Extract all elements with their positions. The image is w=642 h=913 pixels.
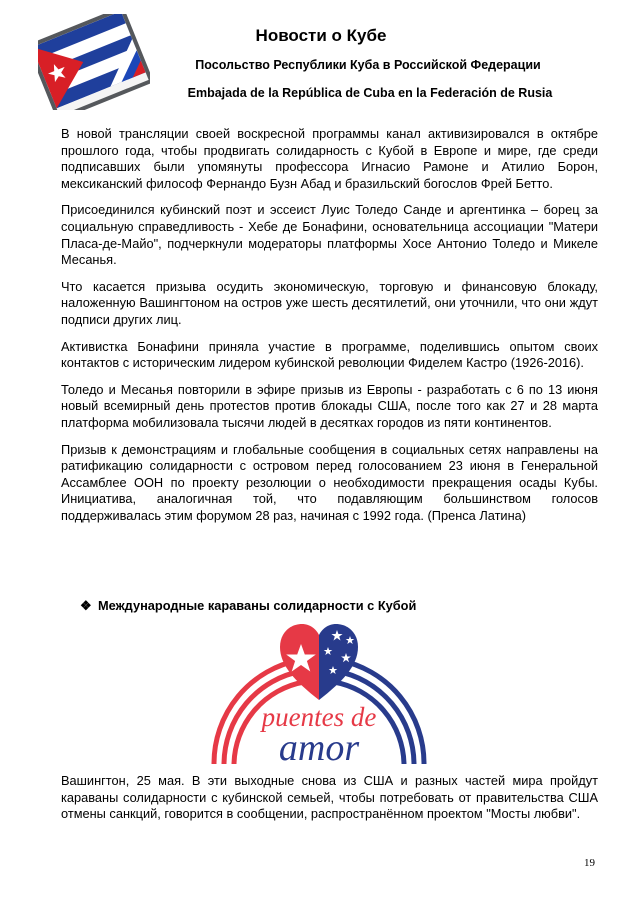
embassy-subtitle-ru: Посольство Республики Куба в Российской Федерации <box>195 58 541 72</box>
diamond-bullet-icon: ❖ <box>80 598 92 613</box>
article-paragraph: Призыв к демонстрациям и глобальные сообщения в социальных сетях направлены на ратификацию солидарности с островом перед голосованием 23 июня в Генеральной Ассамблее ООН по проекту резолюции о необходимости прекращения осады Кубы. Инициатива, аналогичная той, что подавляющим большинством голосов поддерживалась этим форумом 28 раз, начиная с 1992 года. (Пренса Латина) <box>61 441 598 523</box>
article-body <box>61 126 598 534</box>
logo-text-line2: amor <box>278 727 360 769</box>
section-heading <box>80 598 416 614</box>
page-title: Новости о Кубе <box>255 26 387 45</box>
logo-text-line1: puentes de <box>261 702 377 732</box>
page-number: 19 <box>584 857 595 869</box>
article-paragraph: Что касается призыва осудить экономическую, торговую и финансовую блокаду, наложенную Вашингтоном на остров уже шесть десятилетий, они уточнили, что они ждут подписи других лиц. <box>61 278 598 327</box>
puentes-de-amor-logo <box>200 614 438 770</box>
article-body-2 <box>61 773 598 823</box>
embassy-subtitle-es: Embajada de la República de Cuba en la Federación de Rusia <box>187 86 553 100</box>
section-heading-text: Международные караваны солидарности с Кубой <box>98 598 417 613</box>
article-paragraph: Активистка Бонафини приняла участие в программе, поделившись опытом своих контактов с историческим лидером кубинской революции Фиделем Кастро (1926-2016). <box>61 338 598 371</box>
article-paragraph: Присоединился кубинский поэт и эссеист Луис Толедо Санде и аргентинка – борец за социальную справедливость - Хебе де Бонафини, основательница ассоциации "Матери Пласа-де-Майо", подчеркнули модераторы платформы Хосе Антонио Толедо и Микеле Месанья. <box>61 202 598 268</box>
article-paragraph: Толедо и Месанья повторили в эфире призыв из Европы - разработать с 6 по 13 июня новый всемирный день протестов против блокады США, после того как 27 и 28 марта платформа мобилизовала тысячи людей в десятках городов из пяти континентов. <box>61 381 598 430</box>
article-paragraph: В новой трансляции своей воскресной программы канал активизировался в октябре прошлого года, чтобы продвигать солидарность с Кубой в Европе и мире, где среди подписавших были упомянуты профессора Игнасио Рамоне и Атилио Борон, мексиканский философ Фернандо Бузн Абад и бразильский богослов Фрей Бетто. <box>61 126 598 191</box>
article-paragraph: Вашингтон, 25 мая. В эти выходные снова из США и разных частей мира пройдут караваны солидарности с кубинской семьей, чтобы потребовать от правительства США отмены санкций, говорится в сообщении, распространённом проектом "Мосты любви". <box>61 773 598 822</box>
